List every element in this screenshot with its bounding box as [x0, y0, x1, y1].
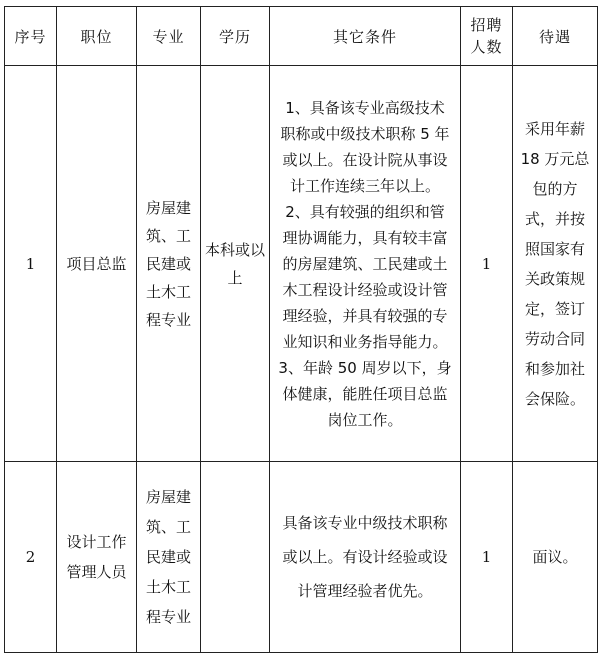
- header-recruit-line2: 人数: [470, 38, 503, 56]
- condition-item: 3、年龄 50 周岁以下，身体健康，能胜任项目总监岗位工作。: [278, 358, 452, 429]
- recruitment-table: [4, 6, 598, 653]
- cell-education: [201, 462, 270, 653]
- table-row: [5, 66, 598, 462]
- cell-treatment: 面议。: [513, 462, 598, 653]
- cell-conditions: 具备该专业中级技术职称或以上。有设计经验或设计管理经验者优先。: [270, 462, 461, 653]
- header-treatment: 待遇: [513, 7, 598, 66]
- header-conditions: 其它条件: [270, 7, 461, 66]
- cell-position: 设计工作管理人员: [57, 462, 137, 653]
- cell-major: 房屋建筑、工民建或土木工程专业: [137, 462, 201, 653]
- cell-seq: 2: [5, 462, 57, 653]
- cell-education: 本科或以上: [201, 66, 270, 462]
- condition-item: 1、具备该专业高级技术职称或中级技术职称 5 年或以上。在设计院从事设计工作连续三年以上。: [280, 98, 450, 195]
- header-education: 学历: [201, 7, 270, 66]
- header-recruit-line1: 招聘: [470, 16, 503, 34]
- cell-major: 房屋建筑、工民建或土木工程专业: [137, 66, 201, 462]
- header-position: 职位: [57, 7, 137, 66]
- cell-seq: 1: [5, 66, 57, 462]
- cell-count: 1: [461, 462, 513, 653]
- header-seq: 序号: [5, 7, 57, 66]
- table-row: [5, 462, 598, 653]
- cell-conditions: [270, 66, 461, 462]
- header-major: 专业: [137, 7, 201, 66]
- cell-position: 项目总监: [57, 66, 137, 462]
- cell-treatment: 采用年薪18 万元总包的方式，并按照国家有关政策规定，签订劳动合同和参加社会保险。: [513, 66, 598, 462]
- header-row: [5, 7, 598, 66]
- cell-count: 1: [461, 66, 513, 462]
- condition-item: 2、具有较强的组织和管理协调能力，具有较丰富的房屋建筑、工民建或土木工程设计经验或设计管理经验，并具有较强的专业知识和业务指导能力。: [282, 202, 448, 351]
- header-recruit-count: [461, 7, 513, 66]
